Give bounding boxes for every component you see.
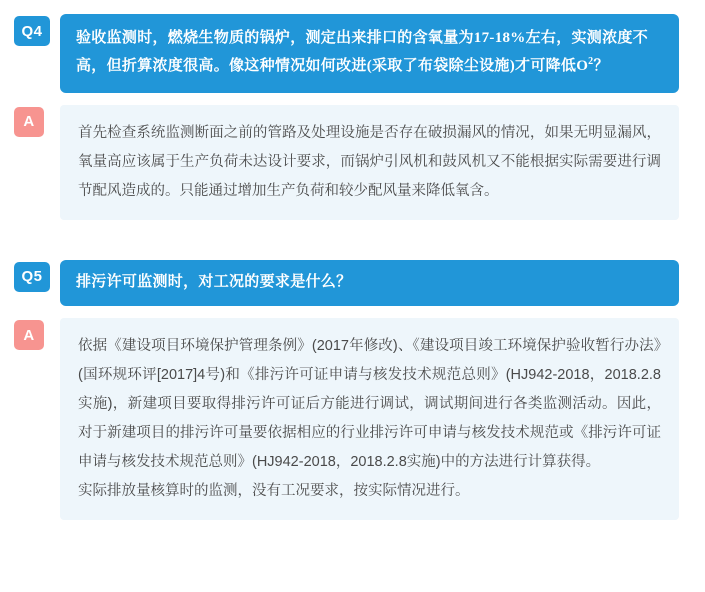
question-badge-q5: Q5 <box>14 262 50 292</box>
question-text-q4-superscript: 2 <box>588 55 594 67</box>
answer-row-q5 <box>14 318 679 520</box>
question-badge-wrap-q5 <box>14 260 50 292</box>
qa-block-q5 <box>14 260 679 521</box>
answer-text-q5-paragraph-1: 依据《建设项目环境保护管理条例》(2017年修改)、《建设项目竣工环境保护验收暂行办法》(国环规环评[2017]4号)和《排污许可证申请与核发技术规范总则》(HJ942-2018，2018.2.8实施)，新建项目要取得排污许可证后方能进行调试，调试期间进行各类监测活动。因此，对于新建项目的排污许可量要依据相应的行业排污许可申请与核发技术规范或《排污许可证申请与核发技术规范总则》(HJ942-2018，2018.2.8实施)中的方法进行计算获得。 <box>78 338 661 471</box>
question-badge-q4: Q4 <box>14 16 50 46</box>
question-text-q4 <box>60 14 679 93</box>
question-text-q4-part2: ？ <box>593 57 609 74</box>
answer-badge-wrap-q4 <box>14 105 44 137</box>
qa-block-q4 <box>14 14 679 220</box>
answer-text-q5-paragraph-2: 实际排放量核算时的监测，没有工况要求，按实际情况进行。 <box>78 483 470 500</box>
question-text-q4-part1: 验收监测时，燃烧生物质的锅炉，测定出来排口的含氧量为17-18%左右，实测浓度不高，但折算浓度很高。像这种情况如何改进(采取了布袋除尘设施)才可降低O <box>76 30 648 74</box>
answer-row-q4 <box>14 105 679 220</box>
question-badge-wrap-q4 <box>14 14 50 46</box>
answer-text-q5 <box>60 318 679 520</box>
answer-badge-q5: A <box>14 320 44 350</box>
answer-text-q4: 首先检查系统监测断面之前的管路及处理设施是否存在破损漏风的情况，如果无明显漏风，氧量高应该属于生产负荷未达设计要求，而锅炉引风机和鼓风机又不能根据实际需要进行调节配风造成的。只能通过增加生产负荷和较少配风量来降低氧含。 <box>60 105 679 220</box>
question-row-q4 <box>14 14 679 93</box>
answer-badge-wrap-q5 <box>14 318 44 350</box>
question-row-q5 <box>14 260 679 307</box>
block-spacer <box>14 220 679 260</box>
answer-badge-q4: A <box>14 107 44 137</box>
question-text-q5: 排污许可监测时，对工况的要求是什么？ <box>60 260 679 307</box>
